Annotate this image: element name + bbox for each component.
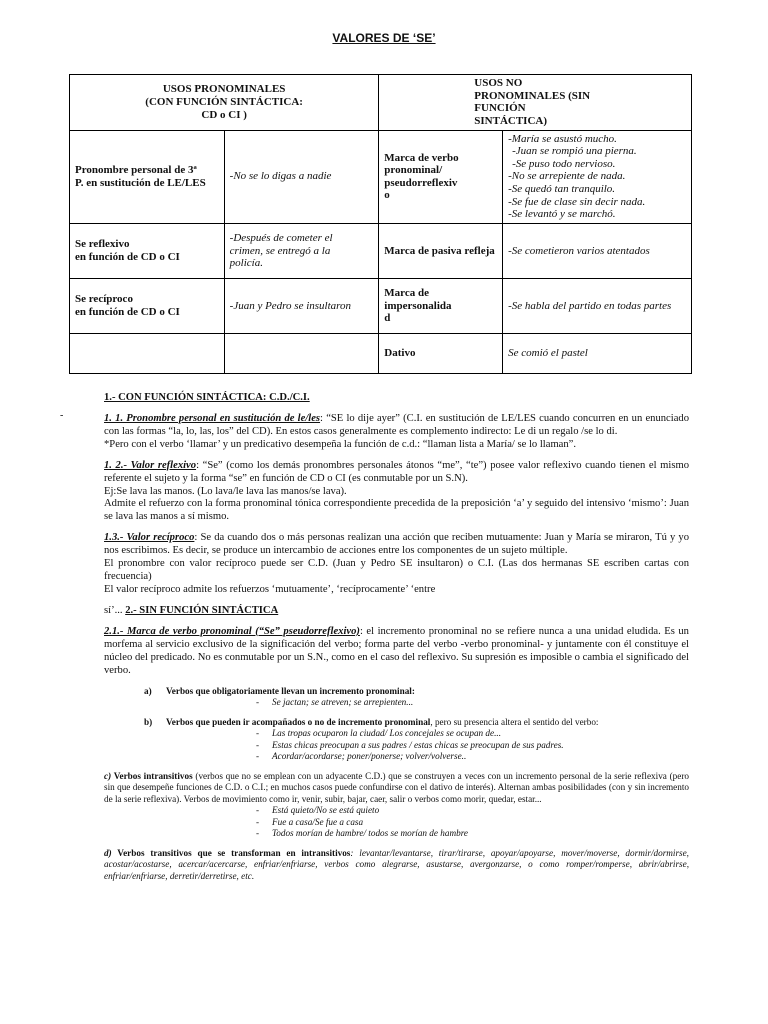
example-item: -María se asustó mucho. (508, 132, 617, 145)
section-1-2-example: Ej:Se lava las manos. (Lo lava/le lava las manos/se lava). (104, 485, 347, 497)
row-label (70, 334, 225, 374)
section-1-3-text2: El pronombre con valor recíproco puede ser C.D. (Juan y Pedro SE insultaron) o C.I. (Las dos hermanas SE escriben cartas con frecuencia) (104, 558, 689, 583)
row-example: Se comió el pastel (503, 334, 692, 374)
section-1-2-title: 1. 2.- Valor reflexivo (104, 459, 197, 471)
row-label: Marca de verbo pronominal/ pseudorreflexiv o (379, 130, 503, 223)
item-text: Verbos que pueden ir acompañados o no de incremento pronominal (166, 716, 431, 727)
row-example: -Juan y Pedro se insultaron (224, 279, 379, 334)
row-example: -Después de cometer el crimen, se entregó a la policía. (224, 224, 379, 279)
section-1-1 (104, 413, 689, 439)
section-1-3 (104, 532, 689, 558)
section-1-3-text: : Se da cuando dos o más personas realizan una acción que reciben mutuamente: Juan y María se miraron, Tú y yo nos escribimos. Es decir, se produce un intercambio de acciones entre los componentes de un sujeto múltiple. (104, 532, 689, 557)
item-text-2: (verbos que no se emplean con un adyacente C.D.) que se construyen a veces con un incremento personal de la serie reflexiva (pero sin que desempeñe funciones de C.D. o C.I.; en muchos casos puede confundirse con el dativo de interés). Alternan ambas posibilidades (con y sin incremento de la serie reflexiva). Verbos de movimiento como ir, venir, subir, bajar, caer, salir o verbos como morir, quedar, estar... (104, 770, 689, 804)
row-label: Se reflexivo en función de CD o CI (70, 224, 225, 279)
row-example: -No se lo digas a nadie (224, 130, 379, 223)
item-label: c) (104, 770, 112, 781)
section-1-1-title: 1. 1. Pronombre personal en sustitución de le/les (104, 412, 321, 424)
example-item: - Se jactan; se atreven; se arrepienten... (256, 697, 689, 709)
row-label: Marca de pasiva refleja (379, 224, 503, 279)
section-1-1-note: *Pero con el verbo ‘llamar’ y un predicativo desempeña la función de c.d.: “llaman lista a María/ se lo llaman”. (104, 438, 577, 450)
subsection-c-text (104, 771, 689, 806)
section-1-heading: 1.- CON FUNCIÓN SINTÁCTICA: C.D./C.I. (104, 392, 310, 403)
row-example (224, 334, 379, 374)
right-header: USOS NO PRONOMINALES (SIN FUNCIÓN SINTÁCTICA) (379, 75, 692, 131)
example-item: -Se levantó y se marchó. (508, 208, 616, 221)
row-label: Se recíproco en función de CD o CI (70, 279, 225, 334)
section-2-1-text: : el incremento pronominal no se refiere nunca a una unidad eludida. Es un morfema al servicio exclusivo de la significación del verbo; forma parte del verbo -verbo pronominal- y juntamente con él constituye el núcleo del predicado. No es conmutable por un S.N., como en el caso del reflexivo. Su supresión es imposible o cambia el significado del verbo. (104, 625, 689, 676)
left-header: USOS PRONOMINALES (CON FUNCIÓN SINTÁCTICA: CD o CI ) (70, 75, 379, 131)
title-text: VALORES DE ‘SE’ (332, 31, 436, 45)
item-label: a) (144, 685, 152, 696)
section-2 (104, 605, 689, 618)
table-header-row (70, 75, 692, 131)
table-row (70, 279, 692, 334)
item-text: Verbos transitivos que se transforman en intransitivos (111, 847, 351, 858)
section-2-heading: 2.- SIN FUNCIÓN SINTÁCTICA (125, 604, 279, 616)
example-item: -Se fue de clase sin decir nada. (508, 195, 646, 208)
document-body (104, 392, 689, 882)
item-text-2: : levantar/levantarse, tirar/tirarse, apoyar/apoyarse, mover/moverse, dormir/dormirse, acostar/acostarse, acercar/acercarse, enfriar/enfriarse, verbos como alegrarse, asustarse, avergonzarse, o como romper/romperse, abrir/abrirse, enfriar/enfriarse, derretir/derretirse, etc. (104, 847, 689, 881)
section-2-1-title: 2.1.- Marca de verbo pronominal (“Se” pseudorreflexivo) (104, 625, 360, 637)
example-item: -Se quedó tan tranquilo. (508, 183, 616, 196)
document-title (0, 31, 768, 45)
example-item: - Las tropas ocuparon la ciudad/ Los concejales se ocupan de... (256, 728, 689, 740)
table-row (70, 334, 692, 374)
example-item: - Está quieto/No se está quieto (256, 805, 689, 817)
subsection-d (104, 848, 689, 883)
example-item: - Fue a casa/Se fue a casa (256, 817, 689, 829)
row-example-list (503, 130, 692, 223)
stray-mark: - (60, 410, 64, 421)
example-item: - Estas chicas preocupan a sus padres / estas chicas se preocupan de sus padres. (256, 740, 689, 752)
subsection-a-heading (144, 686, 689, 698)
summary-table (69, 74, 692, 374)
section-1-1-text: : “SE lo dije ayer” (C.I. en sustitución de LE/LES cuando concurren en un enunciado con las formas “la, lo, las, los” del CD). En estos casos generalmente es complemento indirecto: Le di un regalo /se lo di. (104, 412, 689, 437)
row-label: Dativo (379, 334, 503, 374)
item-label: d) (104, 847, 112, 858)
example-item: - Acordar/acordarse; poner/ponerse; volver/volverse.. (256, 751, 689, 763)
section-2-1 (104, 626, 689, 678)
section-1-2-text2: Admite el refuerzo con la forma pronominal tónica correspondiente precedida de la preposición ‘a’ y seguido del intensivo ‘mismo’: Juan se lava las manos a sí mismo. (104, 498, 689, 523)
row-example: -Se habla del partido en todas partes (503, 279, 692, 334)
subsection-d-text (104, 848, 689, 883)
example-item: -No se arrepiente de nada. (508, 170, 626, 183)
item-text: Verbos que obligatoriamente llevan un incremento pronominal: (166, 685, 415, 696)
section-1-2-text: : “Se” (como los demás pronombres personales átonos “me”, “te”) posee valor reflexivo cuando tienen el mismo referente el sujeto y la forma “se” en función de CD o CI (es conmutable por un S.N). (104, 459, 689, 484)
subsection-b-heading (144, 717, 689, 729)
example-item: - Todos morían de hambre/ todos se morían de hambre (256, 828, 689, 840)
section-2-prefix: sí’... (104, 604, 126, 616)
section-1-3-text3: El valor recíproco admite los refuerzos ‘mutuamente’, ‘recíprocamente’ ‘entre (104, 583, 436, 595)
example-item: -Se puso todo nervioso. (512, 157, 616, 170)
table-row (70, 130, 692, 223)
row-example: -Se cometieron varios atentados (503, 224, 692, 279)
subsection-c (104, 771, 689, 840)
subsection-a (104, 686, 689, 709)
item-label: b) (144, 716, 153, 727)
table-row (70, 224, 692, 279)
subsection-b (104, 717, 689, 763)
section-1-2 (104, 460, 689, 486)
row-label: Marca de impersonalida d (379, 279, 503, 334)
row-label: Pronombre personal de 3ª P. en sustitución de LE/LES (70, 130, 225, 223)
item-text: Verbos intransitivos (111, 770, 193, 781)
section-1-3-title: 1.3.- Valor recíproco (104, 532, 195, 544)
item-text-2: , pero su presencia altera el sentido del verbo: (430, 716, 599, 727)
example-item: -Juan se rompió una pierna. (512, 145, 637, 158)
